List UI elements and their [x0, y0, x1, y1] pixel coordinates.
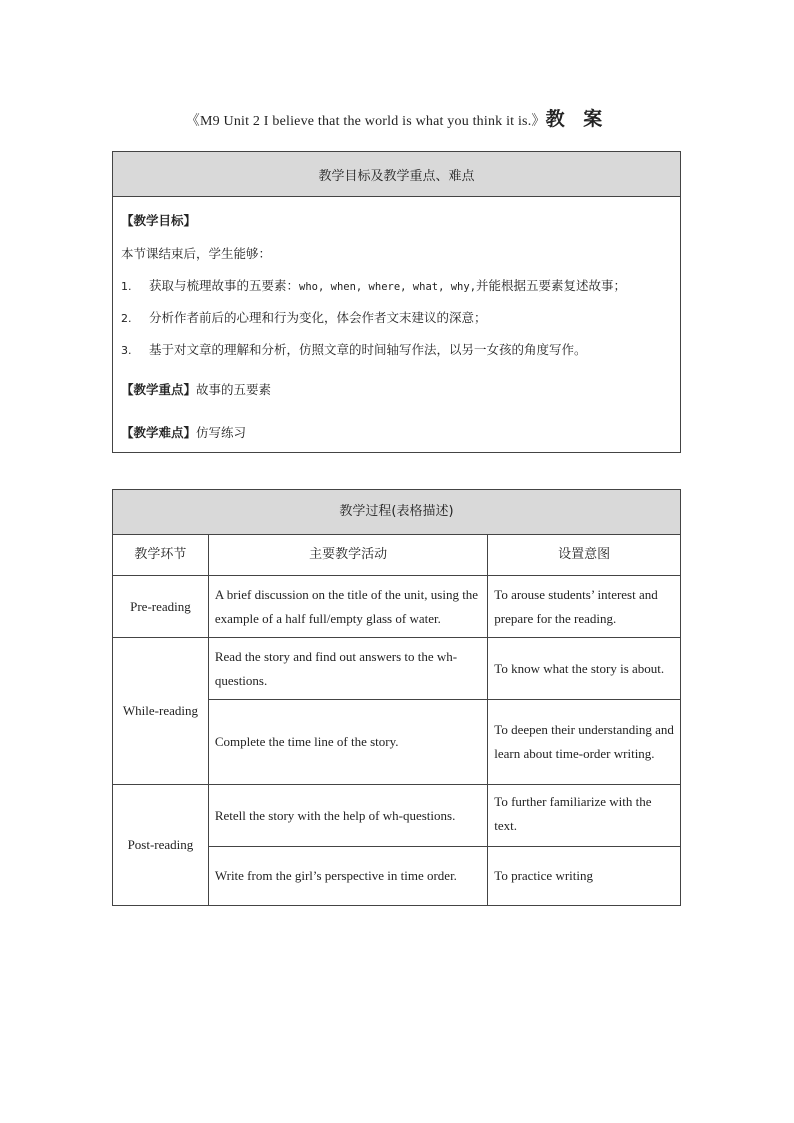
goal-item-elements: who, when, where, what, why, [299, 281, 477, 293]
purpose-cell: To know what the story is about. [488, 638, 681, 700]
document-title [0, 104, 794, 131]
goal-item-number: 2. [121, 312, 132, 325]
activity-cell: Retell the story with the help of wh-questions. [208, 785, 487, 847]
table-row [113, 638, 681, 700]
goal-item-text: 获取与梳理故事的五要素： [149, 278, 300, 293]
key-point-text: 故事的五要素 [196, 382, 272, 397]
purpose-cell: To further familiarize with the text. [488, 785, 681, 847]
document-title-main: 《M9 Unit 2 I believe that the world is what you think it is.》 [185, 114, 546, 129]
activity-cell: Read the story and find out answers to the wh-questions. [208, 638, 487, 700]
purpose-cell: To practice writing [488, 847, 681, 906]
goal-item-text-end: 并能根据五要素复述故事； [476, 278, 627, 293]
key-point-label: 【教学重点】 [121, 382, 197, 397]
stage-cell: Pre-reading [113, 576, 209, 638]
goal-item-3 [121, 340, 587, 358]
goals-heading: 【教学目标】 [121, 213, 197, 228]
goals-intro: 本节课结束后，学生能够： [121, 246, 272, 261]
activity-cell: A brief discussion on the title of the unit, using the example of a half full/empty glass of water. [208, 576, 487, 638]
objectives-table-header: 教学目标及教学重点、难点 [113, 152, 681, 197]
goal-item-text: 基于对文章的理解和分析，仿照文章的时间轴写作法，以另一女孩的角度写作。 [149, 342, 587, 357]
column-header-activity: 主要教学活动 [208, 535, 487, 576]
stage-cell: Post-reading [113, 785, 209, 906]
table-row [113, 785, 681, 847]
difficulty-point [121, 423, 246, 441]
activity-cell: Write from the girl’s perspective in time order. [208, 847, 487, 906]
difficulty-point-text: 仿写练习 [196, 425, 247, 440]
purpose-cell: To arouse students’ interest and prepare for the reading. [488, 576, 681, 638]
goal-item-number: 3. [121, 344, 132, 357]
stage-cell: While-reading [113, 638, 209, 785]
difficulty-point-label: 【教学难点】 [121, 425, 197, 440]
objectives-table-body [113, 197, 681, 453]
process-table-header: 教学过程(表格描述) [113, 490, 681, 535]
purpose-cell: To deepen their understanding and learn about time-order writing. [488, 700, 681, 785]
goal-item-1 [121, 276, 626, 294]
table-row [113, 576, 681, 638]
key-point [121, 380, 271, 398]
column-header-purpose: 设置意图 [488, 535, 681, 576]
activity-cell: Complete the time line of the story. [208, 700, 487, 785]
process-table [112, 489, 681, 906]
goal-item-text: 分析作者前后的心理和行为变化，体会作者文末建议的深意； [149, 310, 487, 325]
document-title-suffix: 教 案 [545, 108, 609, 130]
objectives-table [112, 151, 681, 453]
column-header-stage: 教学环节 [113, 535, 209, 576]
goal-item-2 [121, 308, 487, 326]
goal-item-number: 1. [121, 280, 132, 293]
